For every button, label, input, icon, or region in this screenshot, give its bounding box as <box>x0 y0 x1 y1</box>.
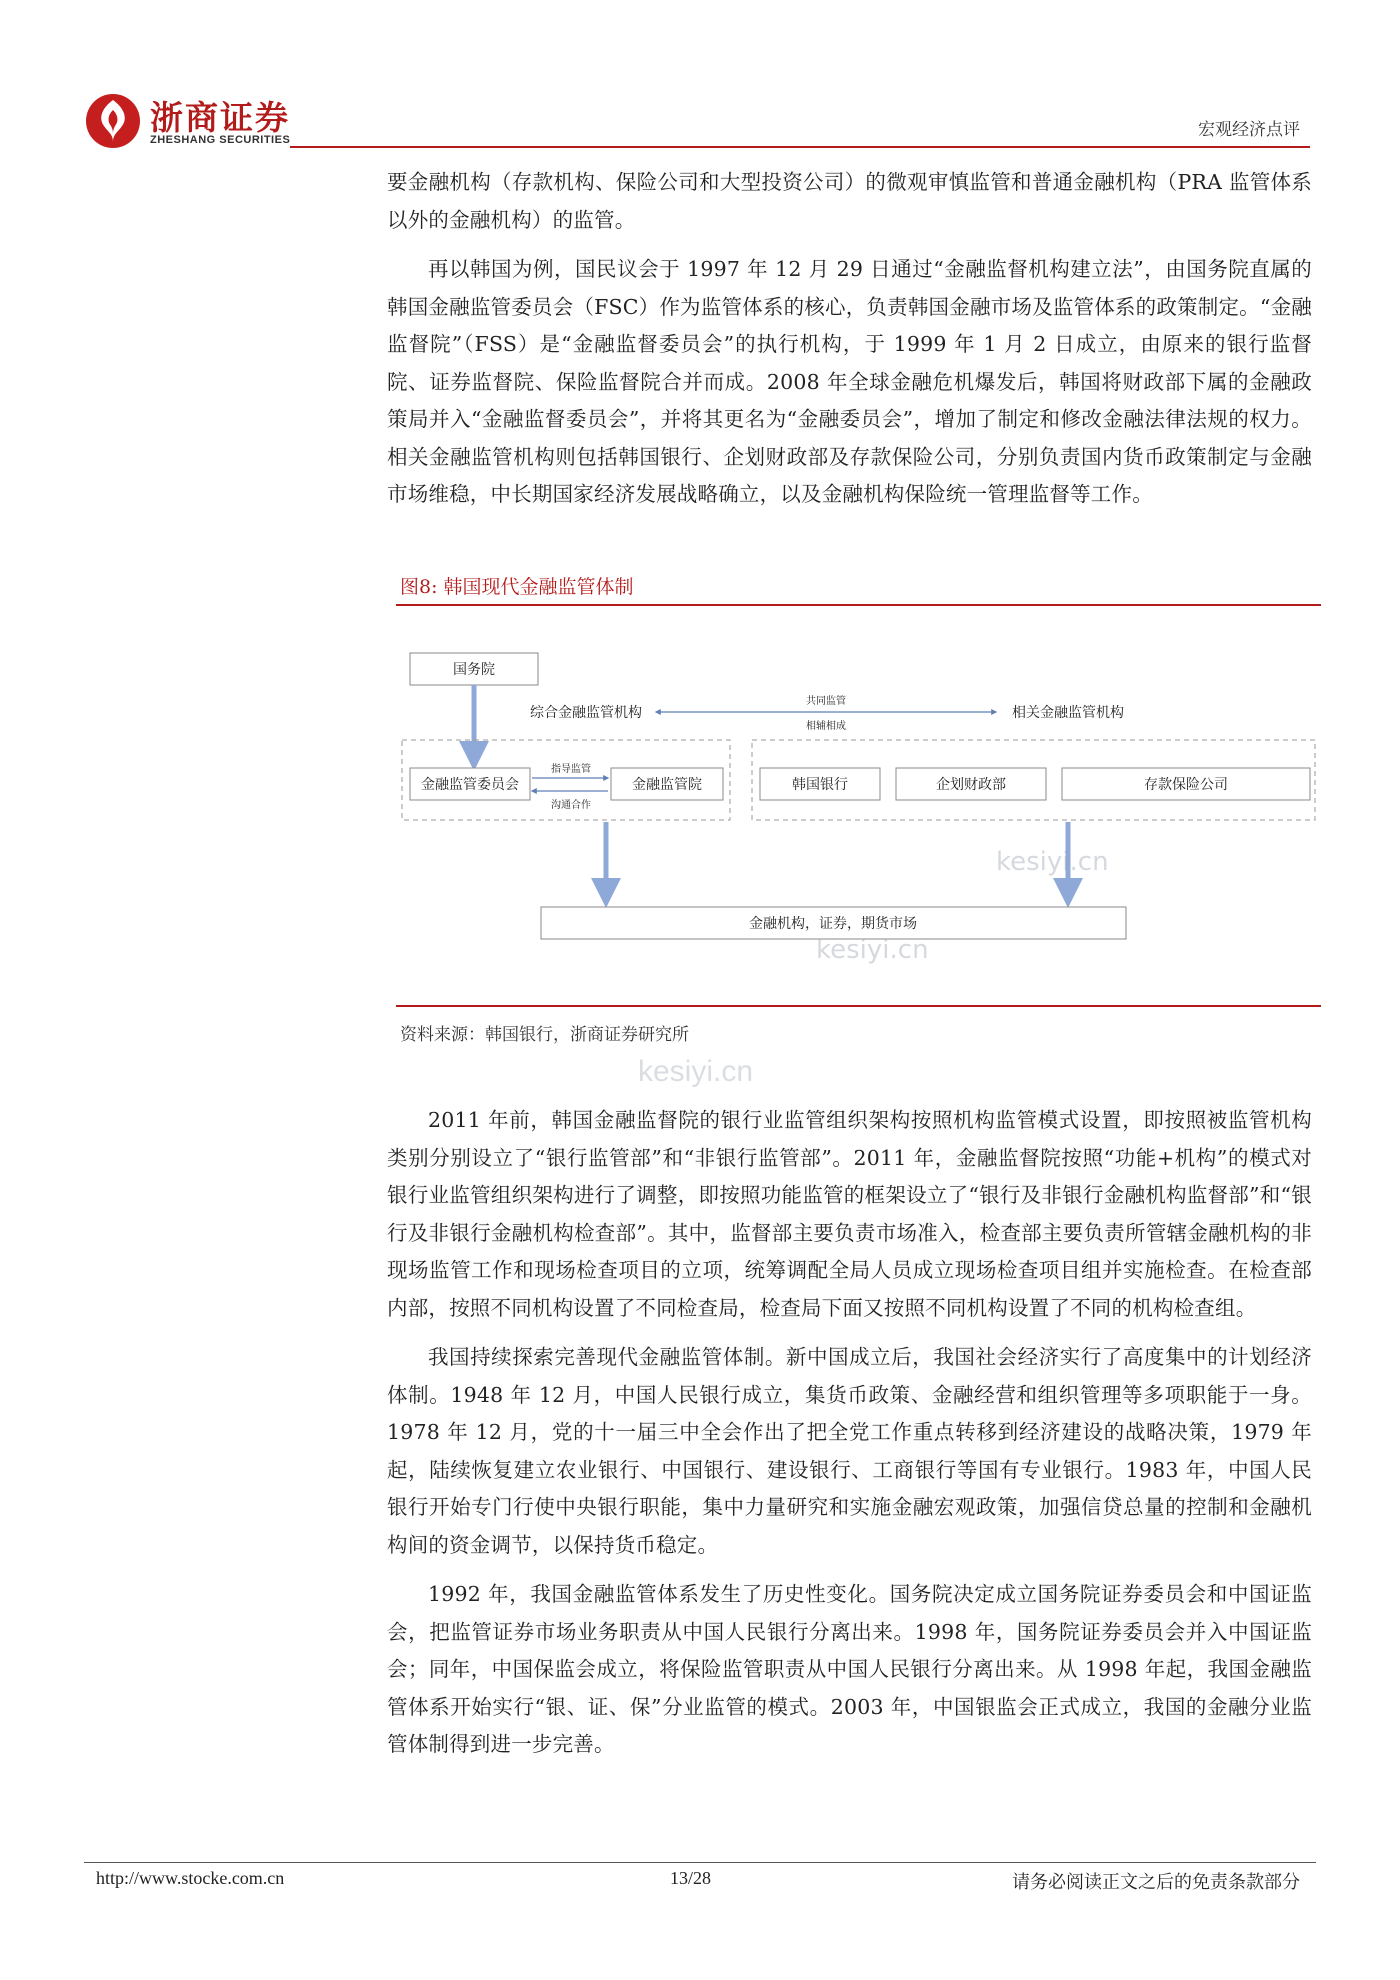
body-top <box>387 164 1312 514</box>
brand-name-en: ZHESHANG SECURITIES <box>150 134 291 146</box>
node-fss-label: 金融监管院 <box>632 777 702 793</box>
label-joint: 共同监管 <box>806 696 846 707</box>
node-markets-label: 金融机构，证券，期货市场 <box>749 916 917 932</box>
diagram-watermark: kesiyi.cn <box>996 847 1109 877</box>
report-section-label: 宏观经济点评 <box>1198 120 1300 140</box>
label-coop: 沟通合作 <box>551 800 591 811</box>
paragraph: 2011 年前，韩国金融监督院的银行业监管组织架构按照机构监管模式设置，即按照被监管机构类别分别设立了“银行监管部”和“非银行监管部”。2011 年，金融监督院按照“功能+机构”的模式对银行业监管组织架构进行了调整，即按照功能监管的框架设立了“银行及非银行金融机构监督部”和“银行及非银行金融机构检查部”。其中，监督部主要负责市场准入，检查部主要负责所管辖金融机构的非现场监管工作和现场检查项目的立项，统筹调配全局人员成立现场检查项目组并实施检查。在检查部内部，按照不同机构设置了不同检查局，检查局下面又按照不同机构设置了不同的机构检查组。 <box>387 1108 1312 1320</box>
paragraph: 要金融机构（存款机构、保险公司和大型投资公司）的微观审慎监管和普通金融机构（PRA 监管体系以外的金融机构）的监管。 <box>387 170 1312 232</box>
node-bok-label: 韩国银行 <box>792 777 848 793</box>
node-mosf-label: 企划财政部 <box>936 777 1006 793</box>
figure-divider-top <box>396 604 1321 606</box>
figure-source: 资料来源：韩国银行，浙商证券研究所 <box>400 1025 689 1045</box>
header-divider <box>290 146 1310 148</box>
node-kdic-label: 存款保险公司 <box>1144 777 1228 793</box>
diagram-watermark: kesiyi.cn <box>816 935 929 965</box>
label-mutual: 相辅相成 <box>806 721 846 732</box>
logo-mark-icon <box>84 92 142 150</box>
footer-url[interactable]: http://www.stocke.com.cn <box>96 1868 285 1888</box>
paragraph: 1992 年，我国金融监管体系发生了历史性变化。国务院决定成立国务院证券委员会和中国证监会，把监管证券市场业务职责从中国人民银行分离出来。1998 年，国务院证券委员会并入中国证监会；同年，中国保监会成立，将保险监管职责从中国人民银行分离出来。从 1998 年起，我国金融监管体系开始实行“银、证、保”分业监管的模式。2003 年，中国银监会正式成立，我国的金融分业监管体制得到进一步完善。 <box>387 1582 1312 1756</box>
label-related: 相关金融监管机构 <box>1012 705 1124 721</box>
figure-title: 图8: 韩国现代金融监管体制 <box>400 576 634 598</box>
label-comprehensive: 综合金融监管机构 <box>530 705 642 721</box>
paragraph: 我国持续探索完善现代金融监管体制。新中国成立后，我国社会经济实行了高度集中的计划经济体制。1948 年 12 月，中国人民银行成立，集货币政策、金融经营和组织管理等多项职能于一身。1978 年 12 月，党的十一届三中全会作出了把全党工作重点转移到经济建设的战略决策，1979 年起，陆续恢复建立农业银行、中国银行、建设银行、工商银行等国有专业银行。1983 年，中国人民银行开始专门行使中央银行职能，集中力量研究和实施金融宏观政策，加强信贷总量的控制和金融机构间的资金调节，以保持货币稳定。 <box>387 1345 1312 1557</box>
footer-disclaimer: 请务必阅读正文之后的免责条款部分 <box>1012 1872 1300 1893</box>
brand-name-cn: 浙商证券 <box>150 98 290 137</box>
brand-logo <box>84 92 294 150</box>
paragraph: 再以韩国为例，国民议会于 1997 年 12 月 29 日通过“金融监督机构建立法”，由国务院直属的韩国金融监管委员会（FSC）作为监管体系的核心，负责韩国金融市场及监管体系的政策制定。“金融监督院”（FSS）是“金融监督委员会”的执行机构，于 1999 年 1 月 2 日成立，由原来的银行监督院、证券监督院、保险监督院合并而成。2008 年全球金融危机爆发后，韩国将财政部下属的金融政策局并入“金融监督委员会”，并将其更名为“金融委员会”，增加了制定和修改金融法律法规的权力。相关金融监管机构则包括韩国银行、企划财政部及存款保险公司，分别负责国内货币政策制定与金融市场维稳，中长期国家经济发展战略确立，以及金融机构保险统一管理监督等工作。 <box>387 257 1312 506</box>
node-fsc-label: 金融监管委员会 <box>421 777 519 793</box>
page-watermark: kesiyi.cn <box>638 1055 754 1088</box>
label-guide: 指导监管 <box>551 764 591 775</box>
body-bottom <box>387 1102 1312 1764</box>
footer-divider <box>84 1862 1316 1863</box>
page-number: 13/28 <box>670 1868 712 1888</box>
regulatory-diagram <box>396 640 1321 970</box>
node-state-council-label: 国务院 <box>453 662 495 678</box>
figure-divider-bottom <box>396 1005 1321 1007</box>
